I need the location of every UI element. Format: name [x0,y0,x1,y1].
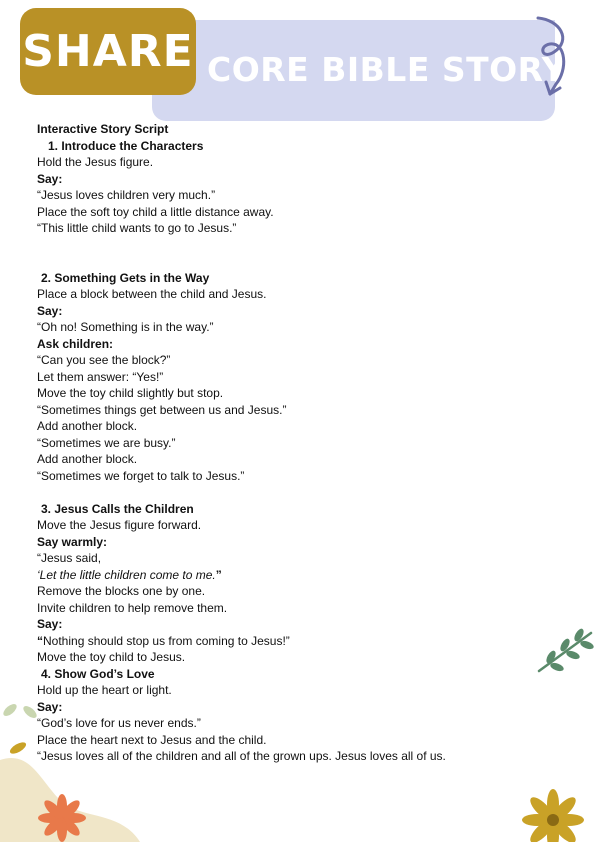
section-1-title: 1. Introduce the Characters [48,138,204,153]
leaf-branch-icon [535,625,595,677]
section-3-line: Remove the blocks one by one. [37,584,206,598]
section-3-title: 3. Jesus Calls the Children [41,501,194,516]
leaf-icon [8,740,28,756]
section-3-line: Invite children to help remove them. [37,600,228,615]
page-title: CORE BIBLE STORY [207,50,567,89]
flower-icon [38,794,86,842]
section-2-line: “Sometimes things get between us and Jesus.” [37,402,287,417]
scripture-quote [37,567,577,584]
say-label: Say: [37,617,63,631]
section-2-line: “Sometimes we are busy.” [37,435,176,450]
section-2-line: Place a block between the child and Jesus. [37,287,267,301]
section-1-line: “Jesus loves children very much.” [37,188,216,202]
section-3-line [37,633,577,650]
scripture-quote-text: ‘Let the little children come to me. [37,567,216,582]
ask-children-label: Ask children: [37,336,114,351]
quote-open: “ [37,633,43,648]
section-3-line-text: Nothing should stop us from coming to Jesus!” [43,633,290,648]
section-1-line: Place the soft toy child a little distance away. [37,204,274,219]
section-2-title: 2. Something Gets in the Way [41,270,210,285]
section-2-line: “Oh no! Something is in the way.” [37,320,214,334]
section-2-line: Add another block. [37,419,138,433]
section-3-line: Move the toy child to Jesus. [37,650,186,664]
swirl-arrow-icon [520,12,580,102]
story-script [37,121,577,765]
section-4-line: “God’s love for us never ends.” [37,716,201,730]
share-badge [20,8,196,95]
section-4-line: Place the heart next to Jesus and the child. [37,732,267,747]
section-2-line: “Can you see the block?” [37,353,171,367]
section-3-line: “Jesus said, [37,551,102,565]
section-4-line: Hold up the heart or light. [37,683,172,697]
script-heading: Interactive Story Script [37,122,169,136]
say-label: Say: [37,303,63,318]
section-2-line: Add another block. [37,452,138,466]
section-2-line: “Sometimes we forget to talk to Jesus.” [37,468,245,483]
say-label: Say: [37,699,63,714]
section-1-line: Hold the Jesus figure. [37,155,154,169]
say-label: Say: [37,171,63,186]
share-badge-text: SHARE [22,26,194,77]
section-2-line: Let them answer: “Yes!” [37,369,164,384]
section-4-line: “Jesus loves all of the children and all of the grown ups. Jesus loves all of us. [37,749,446,763]
section-4-title: 4. Show God’s Love [41,666,155,681]
say-warmly-label: Say warmly: [37,534,108,549]
flower-icon [515,788,595,842]
bottom-left-decoration [0,700,150,842]
leaf-icon [1,702,18,718]
scripture-quote-close: ” [215,567,222,582]
section-2-line: Move the toy child slightly but stop. [37,386,224,400]
section-3-line: Move the Jesus figure forward. [37,518,202,532]
section-1-line: “This little child wants to go to Jesus.” [37,221,237,235]
leaf-icon [21,704,38,720]
